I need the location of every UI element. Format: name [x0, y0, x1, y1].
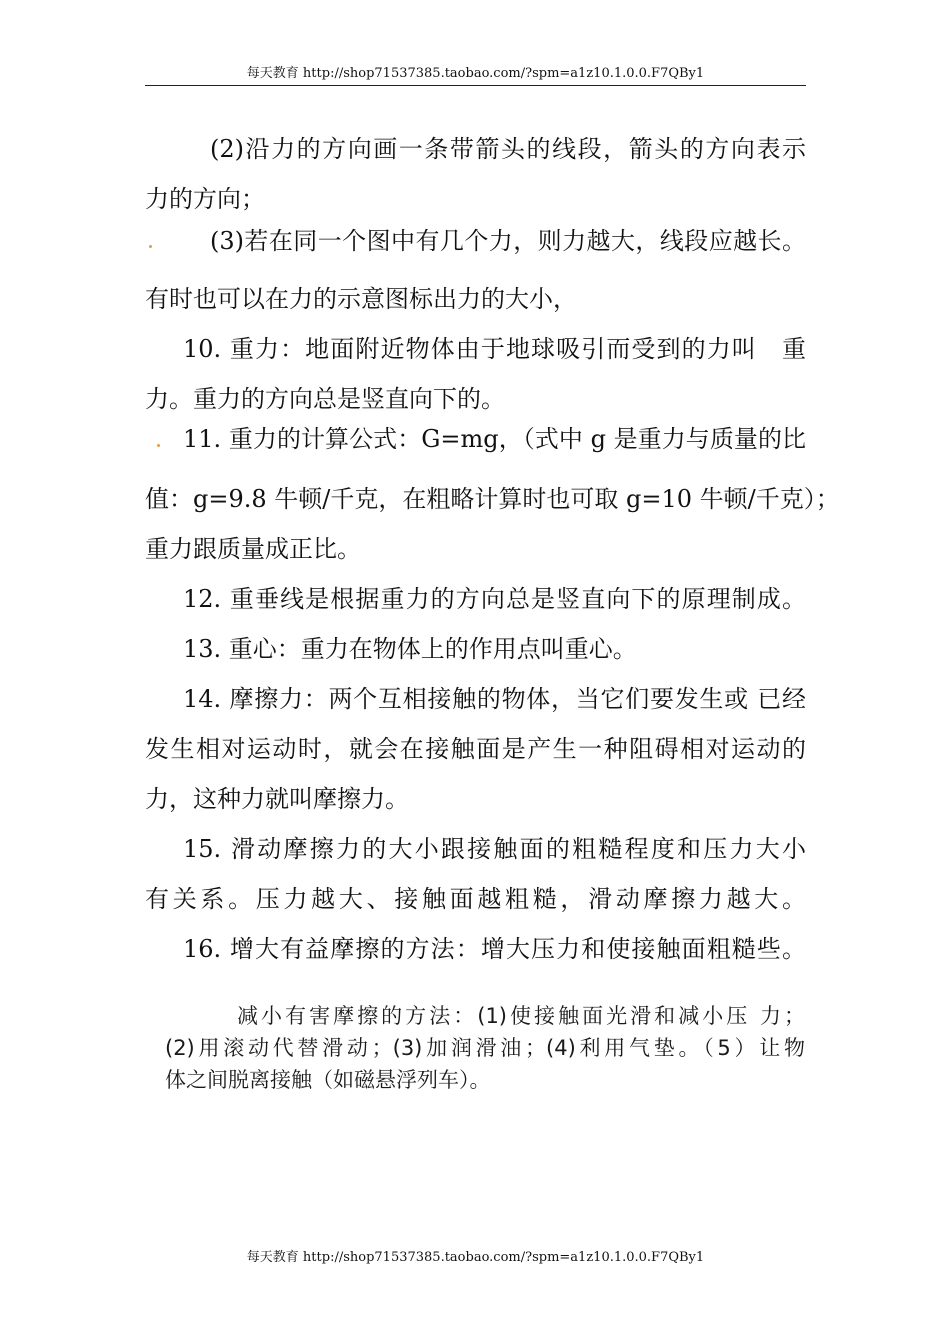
body-line-11: 13. 重心：重力在物体上的作用点叫重心。 — [183, 635, 637, 663]
page-footer: 每天教育 http://shop71537385.taobao.com/?spm=a1z10.1.0.0.F7QBy1 — [246, 1250, 705, 1265]
header-rule — [145, 85, 806, 86]
body-line-8: 值：g=9.8 牛顿/千克，在粗略计算时也可取 g=10 牛顿/千克）； — [145, 485, 840, 513]
body-line-1: (2)沿力的方向画一条带箭头的线段，箭头的方向表示 — [210, 135, 806, 163]
body-line-17: 16. 增大有益摩擦的方法：增大压力和使接触面粗糙些。 — [183, 935, 806, 963]
body-line-4: 有时也可以在力的示意图标出力的大小， — [145, 285, 577, 313]
body-line-5: 10. 重力：地面附近物体由于地球吸引而受到的力叫 重 — [183, 335, 806, 363]
body-line-2: 力的方向； — [145, 185, 265, 213]
body-line-15: 15. 滑动摩擦力的大小跟接触面的粗糙程度和压力大小 — [183, 835, 806, 863]
body-line-6: 力。重力的方向总是竖直向下的。 — [145, 385, 505, 413]
body-line-7: 11. 重力的计算公式：G=mg，（式中 g 是重力与质量的比 — [183, 425, 806, 453]
page-header: 每天教育 http://shop71537385.taobao.com/?spm=a1z10.1.0.0.F7QBy1 — [246, 66, 705, 81]
embedded-text-image — [165, 1000, 805, 1096]
image-text-line-1: 减小有害摩擦的方法：(1)使接触面光滑和减小压 力； — [237, 1004, 805, 1028]
image-text-line-3: 体之间脱离接触（如磁悬浮列车）。 — [165, 1068, 491, 1092]
image-text-line-2: (2)用滚动代替滑动；(3)加润滑油；(4)利用气垫。（5）让物 — [165, 1036, 805, 1060]
body-line-16: 有关系。压力越大、接触面越粗糙，滑动摩擦力越大。 — [145, 885, 806, 913]
body-line-3: (3)若在同一个图中有几个力，则力越大，线段应越长。 — [210, 227, 806, 255]
body-line-13: 发生相对运动时，就会在接触面是产生一种阻碍相对运动的 — [145, 735, 806, 763]
body-line-14: 力，这种力就叫摩擦力。 — [145, 785, 409, 813]
body-line-12: 14. 摩擦力：两个互相接触的物体，当它们要发生或 已经 — [183, 685, 806, 713]
body-line-10: 12. 重垂线是根据重力的方向总是竖直向下的原理制成。 — [183, 585, 806, 613]
body-line-9: 重力跟质量成正比。 — [145, 535, 361, 563]
